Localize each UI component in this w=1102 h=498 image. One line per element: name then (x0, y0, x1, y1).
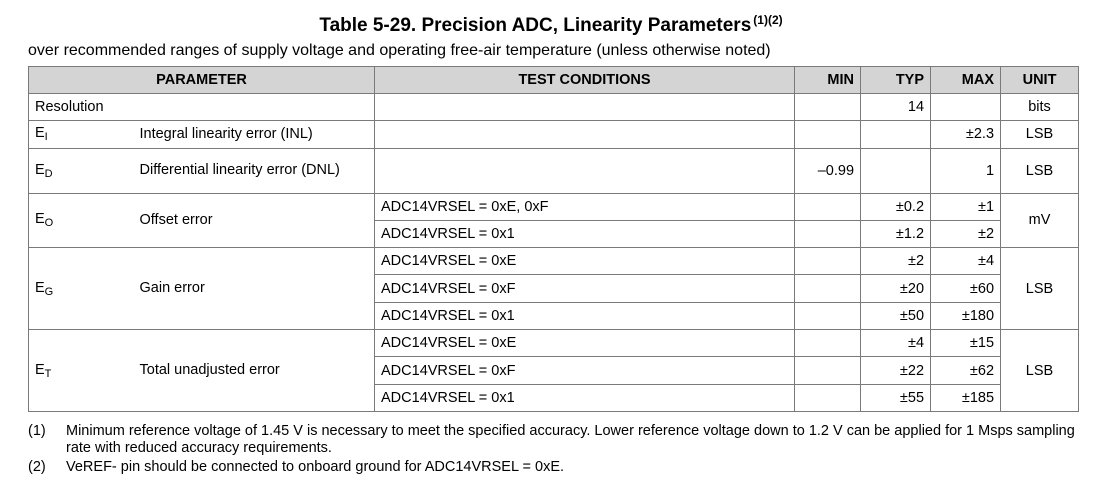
typ-value: ±55 (861, 384, 931, 411)
max-value: ±60 (931, 275, 1001, 302)
typ-value: ±22 (861, 357, 931, 384)
min-value (795, 248, 861, 275)
footnote-number: (1) (28, 423, 46, 439)
unit-value: LSB (1001, 148, 1079, 193)
header-unit: UNIT (1001, 67, 1079, 94)
min-value (795, 193, 861, 220)
header-min: MIN (795, 67, 861, 94)
table-row (29, 121, 1079, 148)
test-condition (375, 148, 795, 193)
test-condition: ADC14VRSEL = 0x1 (375, 302, 795, 329)
param-name: Differential linearity error (DNL) (134, 148, 375, 193)
min-value (795, 330, 861, 357)
header-typ: TYP (861, 67, 931, 94)
min-value (795, 384, 861, 411)
param-name: Offset error (134, 193, 375, 248)
header-row (29, 67, 1079, 94)
param-symbol: $E_I$ (29, 121, 134, 148)
typ-value: ±2 (861, 248, 931, 275)
footnote-text: VeREF- pin should be connected to onboard ground for ADC14VRSEL = 0xE. (66, 459, 565, 475)
min-value (795, 220, 861, 247)
min-value (795, 94, 861, 121)
unit-value: bits (1001, 94, 1079, 121)
param-symbol: $E_G$ (29, 248, 134, 330)
test-condition (375, 121, 795, 148)
header-max: MAX (931, 67, 1001, 94)
min-value (795, 357, 861, 384)
footnotes (28, 423, 1088, 476)
header-parameter: PARAMETER (29, 67, 375, 94)
footnote-text: Minimum reference voltage of 1.45 V is necessary to meet the specified accuracy. Lower reference voltage down to 1.2 V can be applied for 1 Msps sampling rate with reduced accuracy requirements. (66, 423, 1075, 456)
table-row (29, 148, 1079, 193)
footnote-number: (2) (28, 459, 46, 475)
table-subtitle: over recommended ranges of supply voltage and operating free-air temperature (unless otherwise noted) (28, 42, 771, 59)
unit-value: LSB (1001, 248, 1079, 330)
typ-value: ±1.2 (861, 220, 931, 247)
min-value (795, 302, 861, 329)
typ-value (861, 148, 931, 193)
table-title-text: Table 5-29. Precision ADC, Linearity Parameters (319, 15, 752, 36)
title-footnote-refs: (1)(2) (753, 13, 783, 27)
table-row (29, 330, 1079, 357)
test-condition: ADC14VRSEL = 0x1 (375, 220, 795, 247)
max-value: ±1 (931, 193, 1001, 220)
table-row (29, 193, 1079, 220)
table-row (29, 248, 1079, 275)
test-condition: ADC14VRSEL = 0xE (375, 248, 795, 275)
max-value: ±2 (931, 220, 1001, 247)
min-value (795, 275, 861, 302)
unit-value: mV (1001, 193, 1079, 248)
min-value (795, 121, 861, 148)
test-condition (375, 94, 795, 121)
max-value: 1 (931, 148, 1001, 193)
max-value: ±15 (931, 330, 1001, 357)
test-condition: ADC14VRSEL = 0xF (375, 275, 795, 302)
min-value: –0.99 (795, 148, 861, 193)
param-symbol: $E_T$ (29, 330, 134, 412)
param-symbol: $E_O$ (29, 193, 134, 248)
param-symbol: $E_D$ (29, 148, 134, 193)
param-name: Resolution (29, 94, 375, 121)
test-condition: ADC14VRSEL = 0xE (375, 330, 795, 357)
table-row (29, 94, 1079, 121)
test-condition: ADC14VRSEL = 0xF (375, 357, 795, 384)
typ-value: ±4 (861, 330, 931, 357)
footnote-2 (28, 459, 1088, 476)
test-condition: ADC14VRSEL = 0xE, 0xF (375, 193, 795, 220)
max-value (931, 94, 1001, 121)
typ-value: 14 (861, 94, 931, 121)
max-value: ±4 (931, 248, 1001, 275)
param-name: Integral linearity error (INL) (134, 121, 375, 148)
max-value: ±62 (931, 357, 1001, 384)
param-name: Gain error (134, 248, 375, 330)
test-condition: ADC14VRSEL = 0x1 (375, 384, 795, 411)
unit-value: LSB (1001, 121, 1079, 148)
typ-value: ±50 (861, 302, 931, 329)
typ-value: ±0.2 (861, 193, 931, 220)
typ-value (861, 121, 931, 148)
max-value: ±2.3 (931, 121, 1001, 148)
max-value: ±185 (931, 384, 1001, 411)
footnote-1 (28, 423, 1088, 457)
header-test-conditions: TEST CONDITIONS (375, 67, 795, 94)
linearity-parameters-table (28, 66, 1079, 412)
typ-value: ±20 (861, 275, 931, 302)
unit-value: LSB (1001, 330, 1079, 412)
max-value: ±180 (931, 302, 1001, 329)
table-title (0, 6, 1102, 40)
param-name: Total unadjusted error (134, 330, 375, 412)
